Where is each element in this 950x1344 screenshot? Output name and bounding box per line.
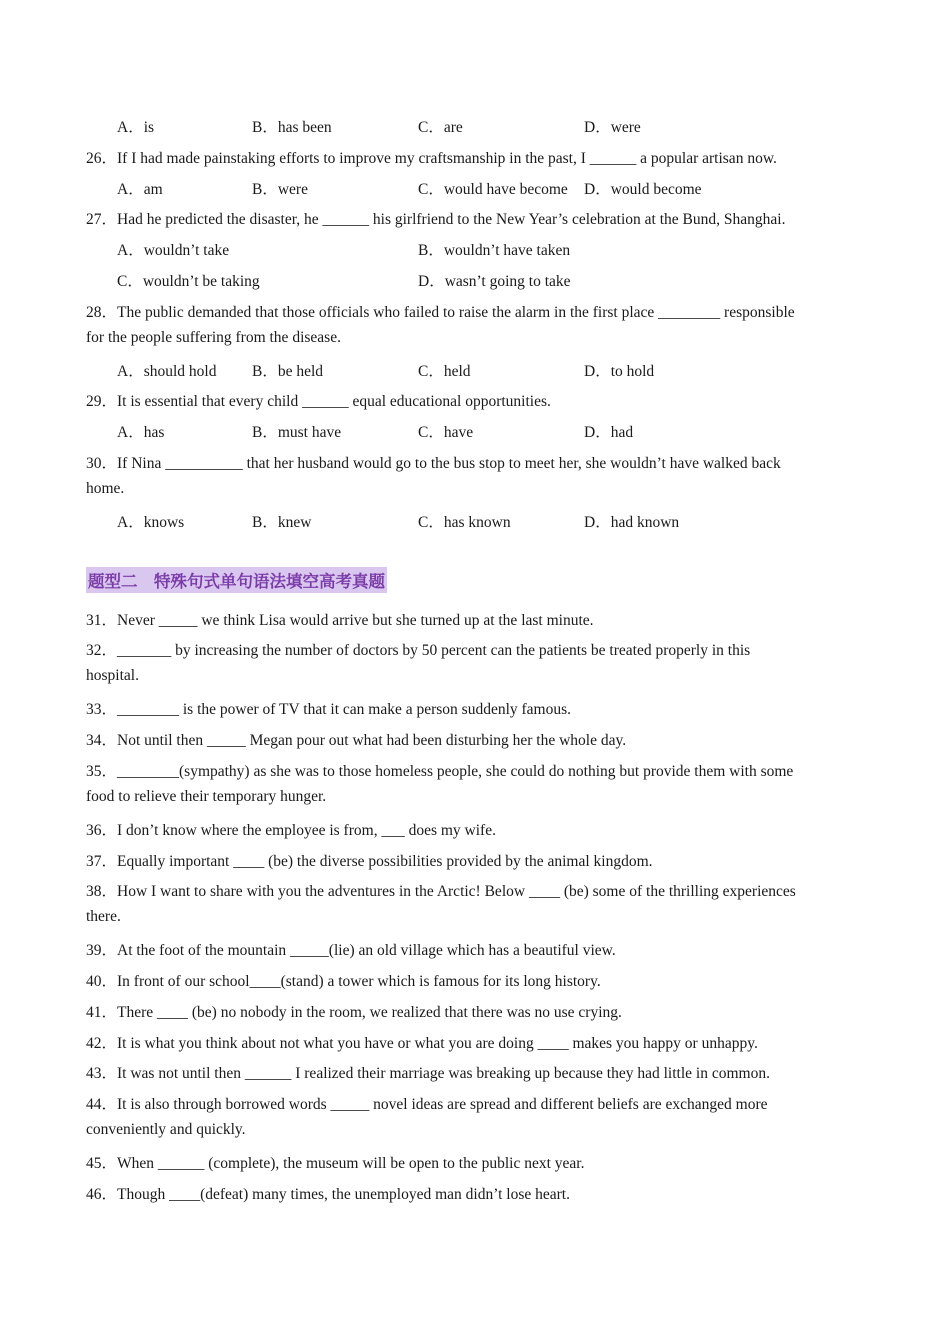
- question-43: 43．It was not until then ______ I realized their marriage was breaking up because they had little in common.: [86, 1065, 770, 1082]
- question-text: 27．Had he predicted the disaster, he ______ his girlfriend to the New Year’s celebration at the Bund, Shanghai.: [86, 211, 786, 228]
- option-a: A．should hold: [117, 363, 217, 380]
- question-34: 34．Not until then _____ Megan pour out what had been disturbing her the whole day.: [86, 732, 627, 749]
- question-42: 42．It is what you think about not what you have or what you are doing ____ makes you happy or unhappy.: [86, 1035, 758, 1052]
- option-d: D．had known: [584, 514, 680, 531]
- option-b: B．knew: [252, 514, 312, 531]
- question-44-line2: conveniently and quickly.: [86, 1121, 246, 1138]
- question-text-line1: 30．If Nina __________ that her husband would go to the bus stop to meet her, she wouldn’t have walked back: [86, 455, 781, 472]
- question-41: 41．There ____ (be) no nobody in the room, we realized that there was no use crying.: [86, 1004, 622, 1021]
- option-c: C．has known: [418, 514, 511, 531]
- option-d: D．were: [584, 119, 641, 136]
- question-text: 29．It is essential that every child ______ equal educational opportunities.: [86, 393, 551, 410]
- question-32-line1: 32．_______ by increasing the number of doctors by 50 percent can the patients be treated properly in this: [86, 642, 751, 659]
- option-b: B．be held: [252, 363, 324, 380]
- option-d: D．to hold: [584, 363, 655, 380]
- question-38-line1: 38．How I want to share with you the adventures in the Arctic! Below ____ (be) some of the thrilling experiences: [86, 883, 796, 900]
- option-b: B．has been: [252, 119, 332, 136]
- option-a: A．knows: [117, 514, 185, 531]
- option-c: C．held: [418, 363, 471, 380]
- option-d: D．would become: [584, 181, 702, 198]
- question-text: 26．If I had made painstaking efforts to improve my craftsmanship in the past, I ______ a popular artisan now.: [86, 150, 777, 167]
- question-38-line2: there.: [86, 908, 121, 925]
- question-33: 33．________ is the power of TV that it can make a person suddenly famous.: [86, 701, 572, 718]
- option-c: C．would have become: [418, 181, 568, 198]
- question-text-line1: 28．The public demanded that those officials who failed to raise the alarm in the first place ________ responsible: [86, 304, 795, 321]
- question-35-line1: 35．________(sympathy) as she was to those homeless people, she could do nothing but provide them with some: [86, 763, 794, 780]
- option-b: B．were: [252, 181, 308, 198]
- question-39: 39．At the foot of the mountain _____(lie) an old village which has a beautiful view.: [86, 942, 616, 959]
- question-46: 46．Though ____(defeat) many times, the unemployed man didn’t lose heart.: [86, 1186, 570, 1203]
- option-a: A．is: [117, 119, 155, 136]
- option-c: C．wouldn’t be taking: [117, 273, 260, 290]
- option-a: A．has: [117, 424, 165, 441]
- option-a: A．wouldn’t take: [117, 242, 230, 259]
- option-c: C．have: [418, 424, 474, 441]
- option-d: D．wasn’t going to take: [418, 273, 571, 290]
- question-40: 40．In front of our school____(stand) a tower which is famous for its long history.: [86, 973, 601, 990]
- option-d: D．had: [584, 424, 634, 441]
- question-31: 31．Never _____ we think Lisa would arrive but she turned up at the last minute.: [86, 612, 594, 629]
- question-45: 45．When ______ (complete), the museum will be open to the public next year.: [86, 1155, 585, 1172]
- question-32-line2: hospital.: [86, 667, 139, 684]
- option-a: A．am: [117, 181, 163, 198]
- question-37: 37．Equally important ____ (be) the diverse possibilities provided by the animal kingdom.: [86, 853, 653, 870]
- question-36: 36．I don’t know where the employee is from, ___ does my wife.: [86, 822, 496, 839]
- question-text-line2: home.: [86, 480, 125, 497]
- option-c: C．are: [418, 119, 463, 136]
- section-title: 题型二 特殊句式单句语法填空高考真题: [86, 567, 387, 593]
- question-text-line2: for the people suffering from the disease.: [86, 329, 341, 346]
- question-44-line1: 44．It is also through borrowed words _____ novel ideas are spread and different beliefs are exchanged more: [86, 1096, 768, 1113]
- option-b: B．must have: [252, 424, 342, 441]
- option-b: B．wouldn’t have taken: [418, 242, 571, 259]
- question-35-line2: food to relieve their temporary hunger.: [86, 788, 327, 805]
